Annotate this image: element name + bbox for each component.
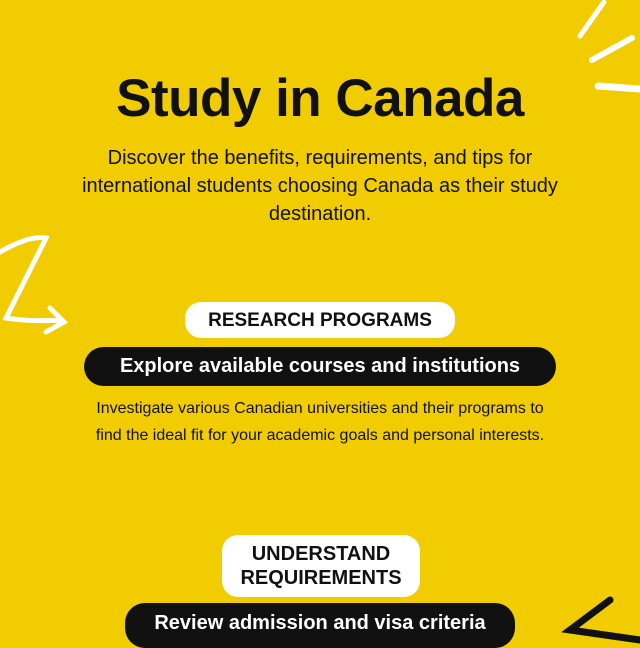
section-heading-review-criteria: Review admission and visa criteria: [125, 603, 515, 648]
section-label-research-programs: RESEARCH PROGRAMS: [185, 302, 455, 338]
section-heading-explore-courses: Explore available courses and institutions: [84, 347, 556, 386]
page-title: Study in Canada: [116, 69, 524, 128]
page-subtitle: Discover the benefits, requirements, and tips for international students choosing Canada as their study destination.: [82, 147, 558, 225]
section-label-understand-requirements: UNDERSTAND REQUIREMENTS: [222, 535, 420, 597]
section-description-research: Investigate various Canadian universities and their programs to find the ideal fit for your academic goals and personal interests.: [95, 400, 545, 444]
